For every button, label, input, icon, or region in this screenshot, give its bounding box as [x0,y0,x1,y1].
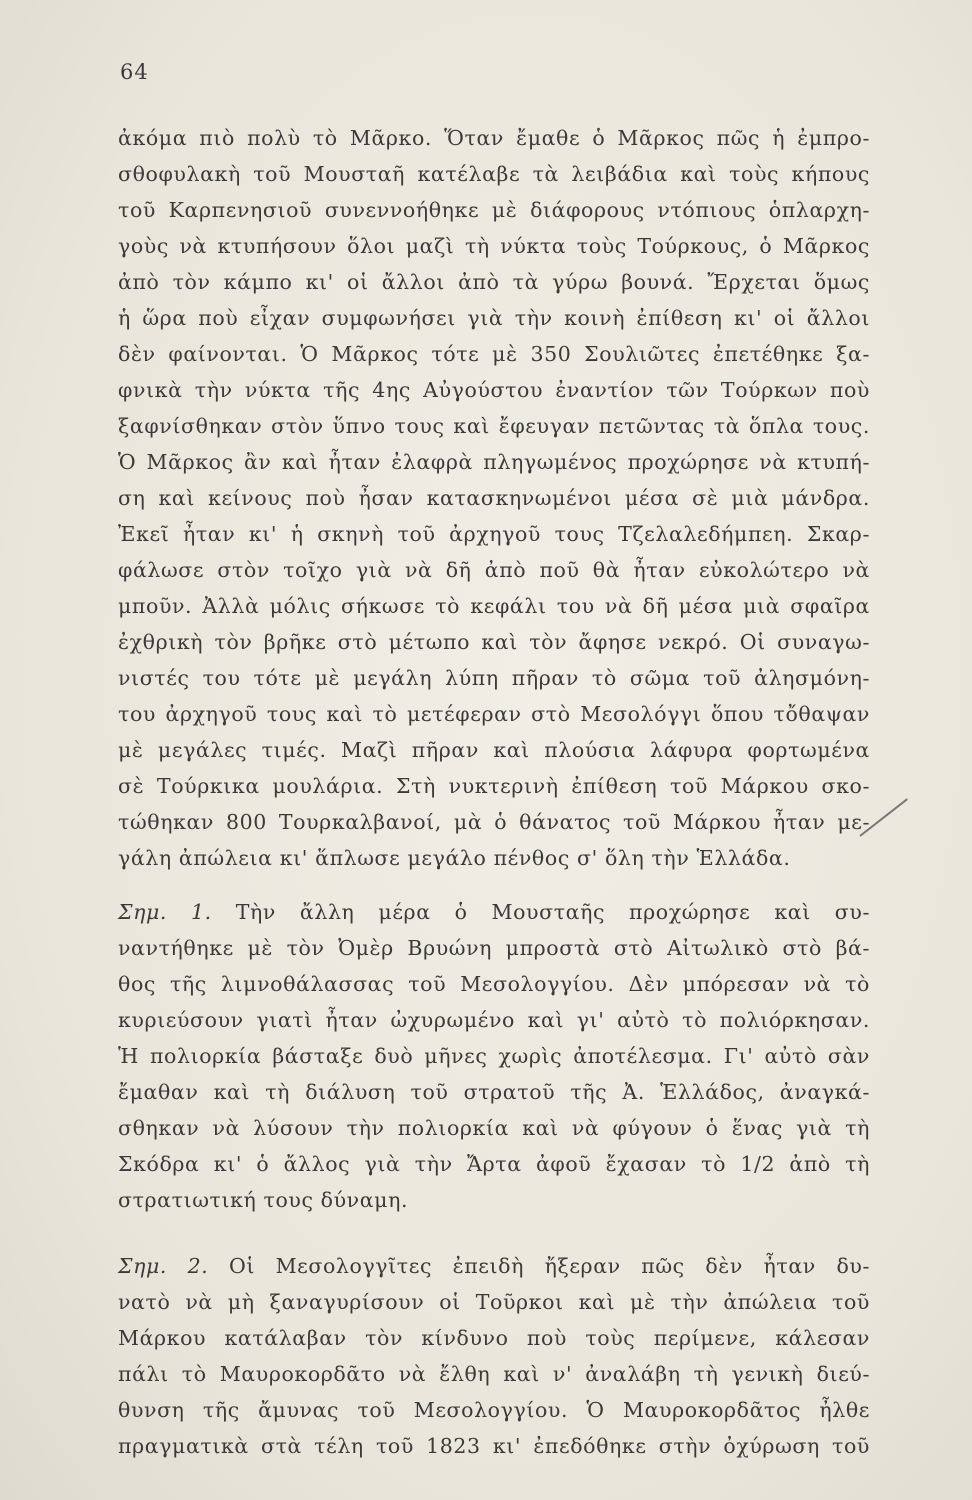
note-1-label: Σημ. 1. [118,900,212,924]
text-line: Ἐκεῖ ἦταν κι' ἡ σκηνὴ τοῦ ἀρχηγοῦ τους Τζελαλεδήμπεη. Σκαρ- [118,522,870,546]
text-line: ναντήθηκε μὲ τὸν Ὀμὲρ Βρυώνη μπροστὰ στὸ Αἰτωλικὸ στὸ βά- [118,936,870,960]
text-line: ἡ ὥρα ποὺ εἶχαν συμφωνήσει γιὰ τὴν κοινὴ ἐπίθεση κι' οἱ ἄλλοι [118,306,870,330]
text-line: ἀπὸ τὸν κάμπο κι' οἱ ἄλλοι ἀπὸ τὰ γύρω βουνά. Ἔρχεται ὅμως [118,270,870,294]
text-line: Σκόδρα κι' ὁ ἄλλος γιὰ τὴν Ἄρτα ἀφοῦ ἔχασαν τὸ 1/2 ἀπὸ τὴ [118,1152,870,1176]
note-2-first-line [118,1252,870,1280]
text-line: ἐχθρικὴ τὸν βρῆκε στὸ μέτωπο καὶ τὸν ἄφησε νεκρό. Οἱ συναγω- [118,630,870,654]
text-line: του ἀρχηγοῦ τους καὶ τὸ μετέφεραν στὸ Μεσολόγγι ὅπου τὄθαψαν [118,702,870,726]
text-line: θυνση τῆς ἄμυνας τοῦ Μεσολογγίου. Ὁ Μαυροκορδᾶτος ἦλθε [118,1398,870,1422]
text-line: πραγματικὰ στὰ τέλη τοῦ 1823 κι' ἐπεδόθηκε στὴν ὀχύρωση τοῦ [118,1434,870,1458]
note-1-text: Τὴν ἄλλη μέρα ὁ Μουσταῆς προχώρησε καὶ συ- [235,900,870,924]
text-line: πάλι τὸ Μαυροκορδᾶτο νὰ ἔλθη καὶ ν' ἀναλάβη τὴ γενικὴ διεύ- [118,1362,870,1386]
text-line: κυριεύσουν γιατὶ ἦταν ὠχυρωμένο καὶ γι' αὐτὸ τὸ πολιόρκησαν. [118,1008,870,1032]
text-line: νιστές του τότε μὲ μεγάλη λύπη πῆραν τὸ σῶμα τοῦ ἀλησμόνη- [118,666,870,690]
text-line: ἔμαθαν καὶ τὴ διάλυση τοῦ στρατοῦ τῆς Ἀ. Ἑλλάδος, ἀναγκά- [118,1080,870,1104]
text-line: μποῦν. Ἀλλὰ μόλις σήκωσε τὸ κεφάλι του νὰ δῆ μέσα μιὰ σφαῖρα [118,594,870,618]
note-2-text: Οἱ Μεσολογγῖτες ἐπειδὴ ἤξεραν πῶς δὲν ἦταν δυ- [228,1254,870,1278]
note-2-label: Σημ. 2. [118,1254,209,1278]
text-line: τοῦ Καρπενησιοῦ συνεννοήθηκε μὲ διάφορους ντόπιους ὁπλαρχη- [118,198,870,222]
text-line: Ἡ πολιορκία βάσταξε δυὸ μῆνες χωρὶς ἀποτέλεσμα. Γι' αὐτὸ σὰν [118,1044,870,1068]
note-1-first-line [118,898,870,926]
text-line: δὲν φαίνονται. Ὁ Μᾶρκος τότε μὲ 350 Σουλιῶτες ἐπετέθηκε ξα- [118,342,870,366]
text-line: τώθηκαν 800 Τουρκαλβανοί, μὰ ὁ θάνατος τοῦ Μάρκου ἦταν με- [118,810,870,834]
text-line: ἀκόμα πιὸ πολὺ τὸ Μᾶρκο. Ὅταν ἔμαθε ὁ Μᾶρκος πῶς ἡ ἐμπρο- [118,126,870,150]
text-line: Μάρκου κατάλαβαν τὸν κίνδυνο ποὺ τοὺς περίμενε, κάλεσαν [118,1326,870,1350]
text-line: φνικὰ τὴν νύκτα τῆς 4ης Αὐγούστου ἐναντίον τῶν Τούρκων ποὺ [118,378,870,402]
text-line: ξαφνίσθηκαν στὸν ὕπνο τους καὶ ἔφευγαν πετῶντας τὰ ὅπλα τους. [118,414,870,438]
text-line: σθοφυλακὴ τοῦ Μουσταῆ κατέλαβε τὰ λειβάδια καὶ τοὺς κήπους [118,162,870,186]
page-number: 64 [120,60,149,84]
text-line: γάλη ἀπώλεια κι' ἅπλωσε μεγάλο πένθος σ' ὅλη τὴν Ἑλλάδα. [118,846,791,870]
text-line: ση καὶ κείνους ποὺ ἦσαν κατασκηνωμένοι μέσα σὲ μιὰ μάνδρα. [118,486,870,510]
text-line: στρατιωτική τους δύναμη. [118,1188,409,1212]
text-line: φάλωσε στὸν τοῖχο γιὰ νὰ δῆ ἀπὸ ποῦ θὰ ἦταν εὐκολώτερο νὰ [118,558,870,582]
text-line: νατὸ νὰ μὴ ξαναγυρίσουν οἱ Τοῦρκοι καὶ μὲ τὴν ἀπώλεια τοῦ [118,1290,870,1314]
text-line: σθηκαν νὰ λύσουν τὴν πολιορκία καὶ νὰ φύγουν ὁ ἕνας γιὰ τὴ [118,1116,870,1140]
text-line: μὲ μεγάλες τιμές. Μαζὶ πῆραν καὶ πλούσια λάφυρα φορτωμένα [118,738,870,762]
text-line: γοὺς νὰ κτυπήσουν ὅλοι μαζὶ τὴ νύκτα τοὺς Τούρκους, ὁ Μᾶρκος [118,234,870,258]
text-line: σὲ Τούρκικα μουλάρια. Στὴ νυκτερινὴ ἐπίθεση τοῦ Μάρκου σκο- [118,774,870,798]
text-line: Ὁ Μᾶρκος ἂν καὶ ἦταν ἐλαφρὰ πληγωμένος προχώρησε νὰ κτυπή- [118,450,870,474]
text-line: θος τῆς λιμνοθάλασσας τοῦ Μεσολογγίου. Δὲν μπόρεσαν νὰ τὸ [118,972,870,996]
